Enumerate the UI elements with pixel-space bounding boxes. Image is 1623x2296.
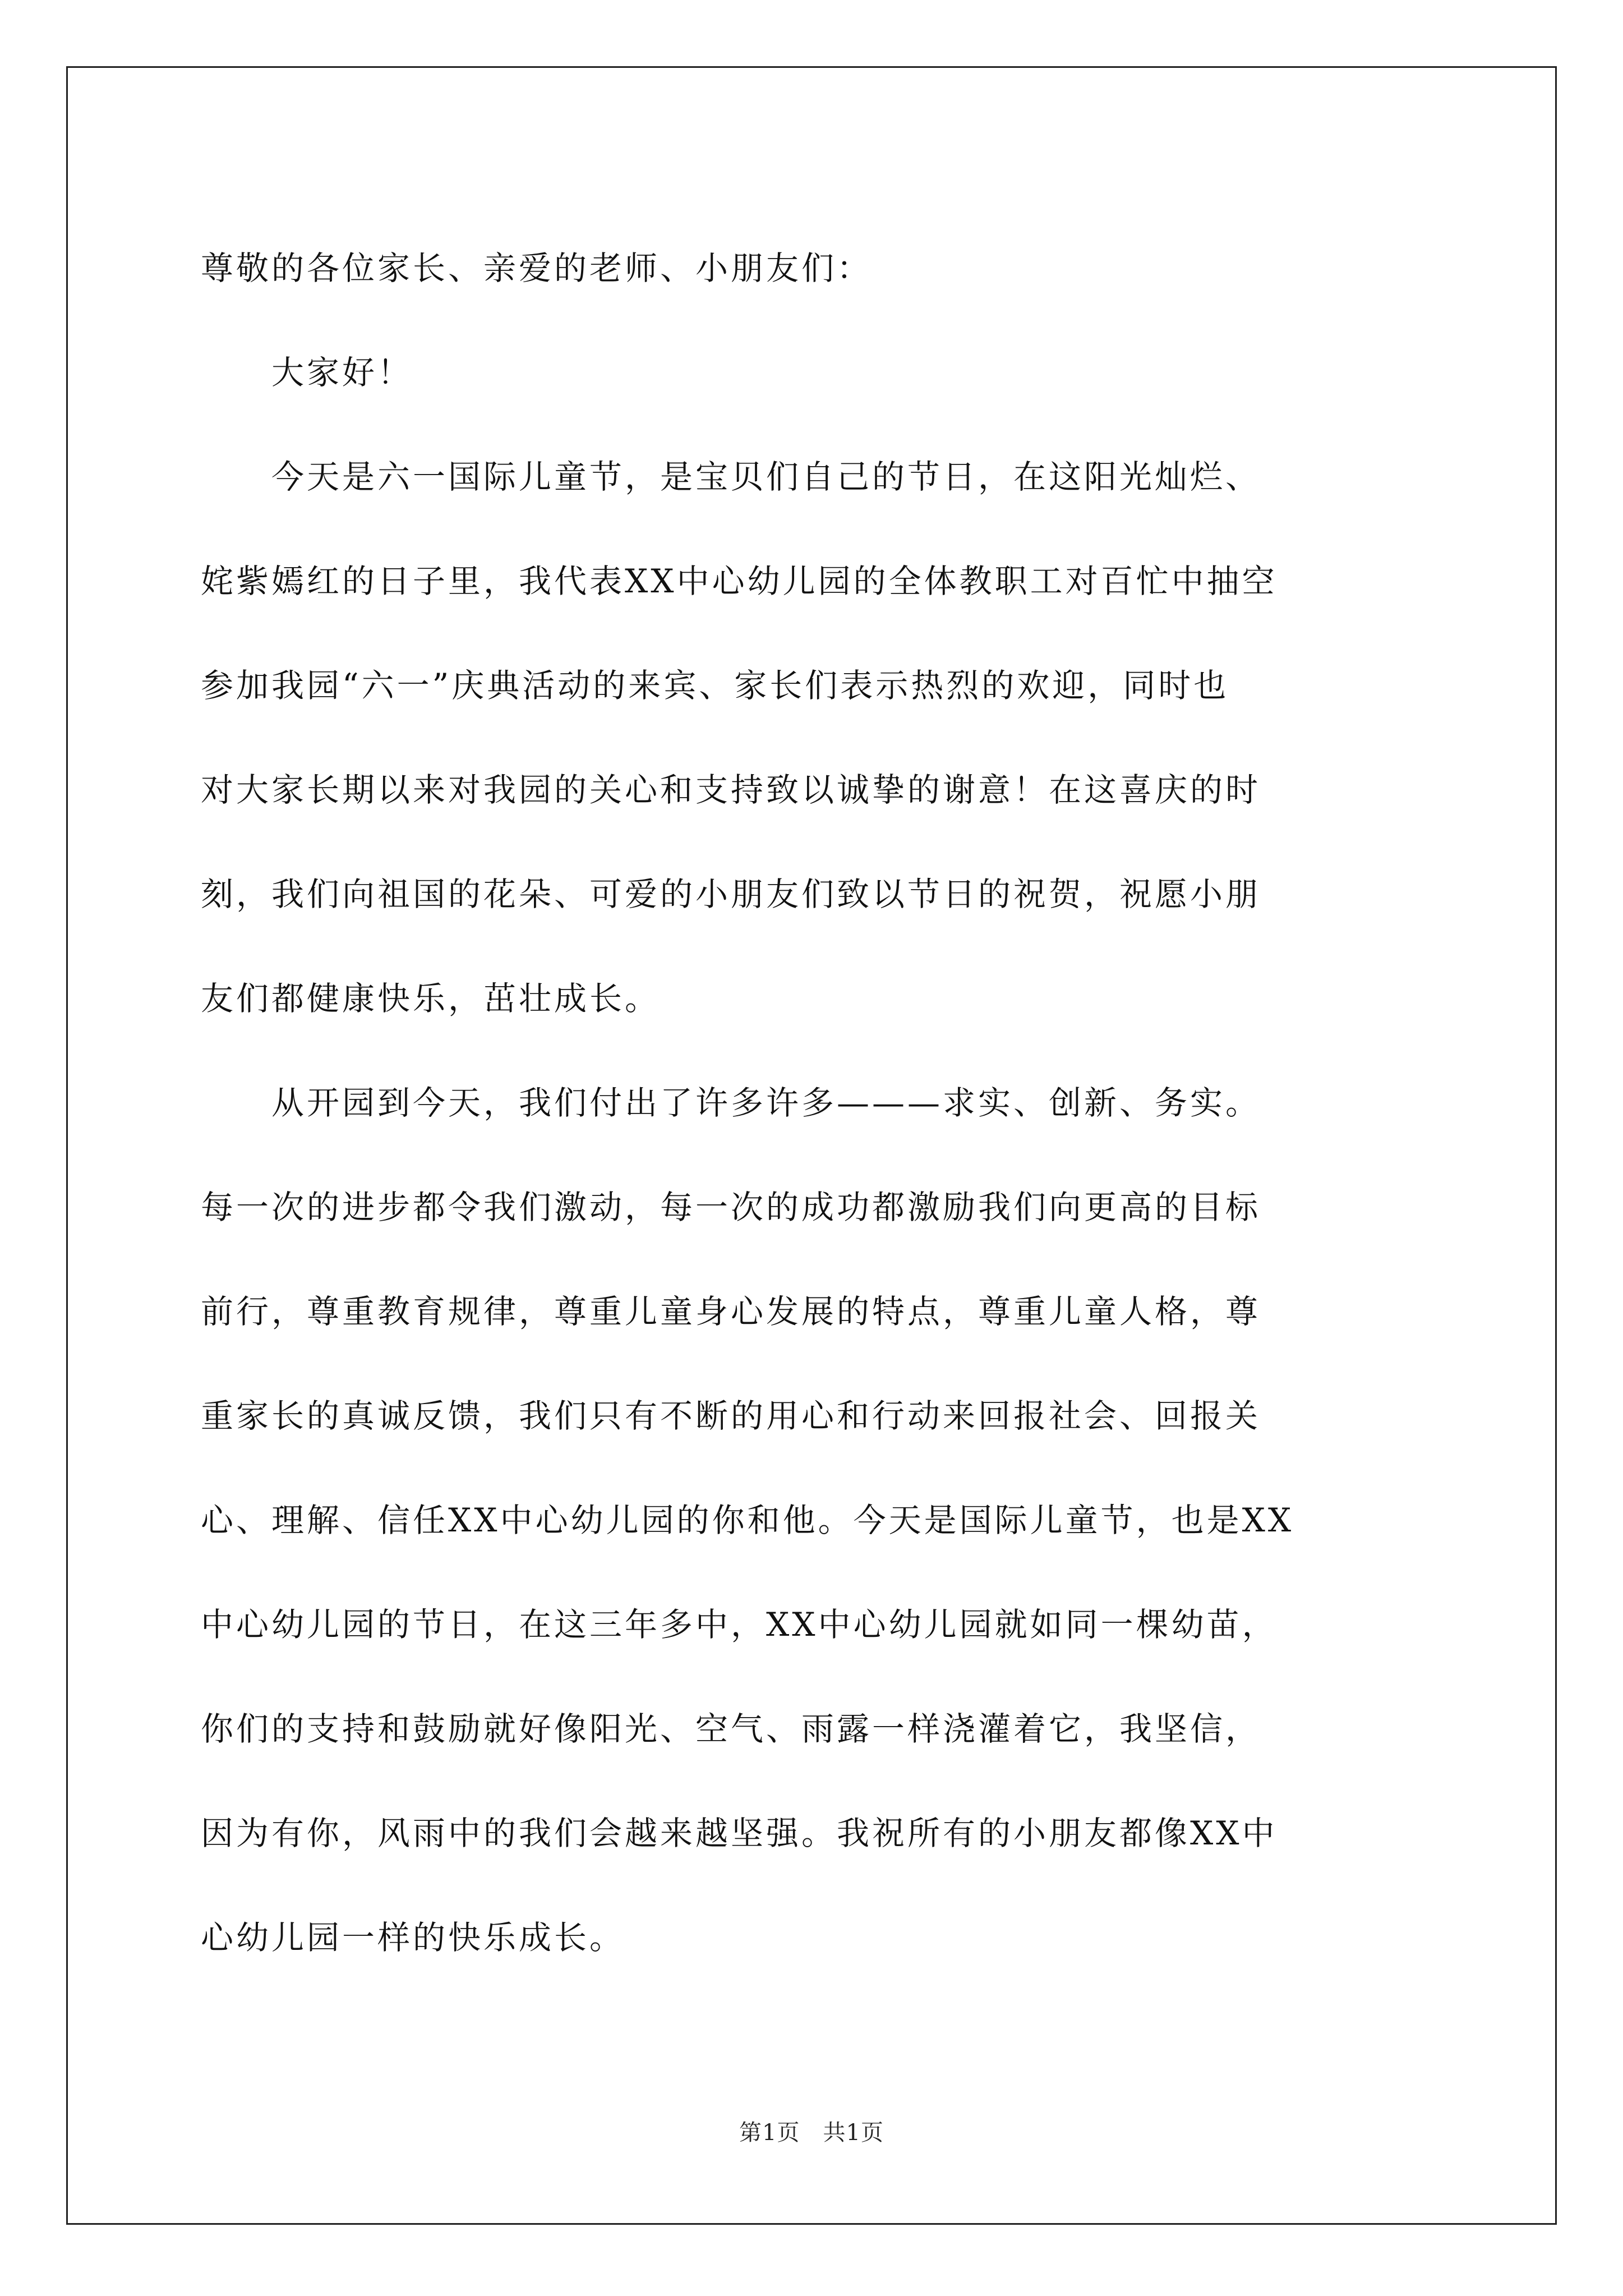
paragraph-2-line-6: 中心幼儿园的节日，在这三年多中，XX中心幼儿园就如同一棵幼苗， — [201, 1605, 1278, 1644]
paragraph-2-line-1: 从开园到今天，我们付出了许多许多———求实、创新、务实。 — [201, 1084, 1261, 1122]
paragraph-2-line-5: 心、理解、信任XX中心幼儿园的你和他。今天是国际儿童节，也是XX — [201, 1501, 1294, 1539]
paragraph-1-line-6: 友们都健康快乐，茁壮成长。 — [201, 979, 661, 1018]
paragraph-1-line-5: 刻，我们向祖国的花朵、可爱的小朋友们致以节日的祝贺，祝愿小朋 — [201, 875, 1261, 913]
paragraph-2-line-3: 前行，尊重教育规律，尊重儿童身心发展的特点，尊重儿童人格，尊 — [201, 1292, 1261, 1331]
paragraph-1-line-1: 今天是六一国际儿童节，是宝贝们自己的节日，在这阳光灿烂、 — [201, 458, 1261, 496]
salutation-line: 大家好！ — [201, 353, 413, 392]
paragraph-2-line-8: 因为有你，风雨中的我们会越来越坚强。我祝所有的小朋友都像XX中 — [201, 1814, 1278, 1852]
document-body — [201, 216, 1435, 1990]
page-footer: 第1页 共1页 — [739, 2120, 884, 2146]
greeting-line: 尊敬的各位家长、亲爱的老师、小朋友们： — [201, 249, 873, 287]
paragraph-1-line-4: 对大家长期以来对我园的关心和支持致以诚挚的谢意！在这喜庆的时 — [201, 771, 1261, 809]
paragraph-2-line-4: 重家长的真诚反馈，我们只有不断的用心和行动来回报社会、回报关 — [201, 1397, 1261, 1435]
paragraph-2-line-9: 心幼儿园一样的快乐成长。 — [201, 1918, 625, 1957]
paragraph-1-line-2: 姹紫嫣红的日子里，我代表XX中心幼儿园的全体教职工对百忙中抽空 — [201, 562, 1278, 600]
paragraph-2-line-2: 每一次的进步都令我们激动，每一次的成功都激励我们向更高的目标 — [201, 1188, 1261, 1226]
paragraph-2-line-7: 你们的支持和鼓励就好像阳光、空气、雨露一样浇灌着它，我坚信， — [201, 1710, 1261, 1748]
paragraph-1-line-3: 参加我园“六一”庆典活动的来宾、家长们表示热烈的欢迎，同时也 — [201, 666, 1229, 705]
